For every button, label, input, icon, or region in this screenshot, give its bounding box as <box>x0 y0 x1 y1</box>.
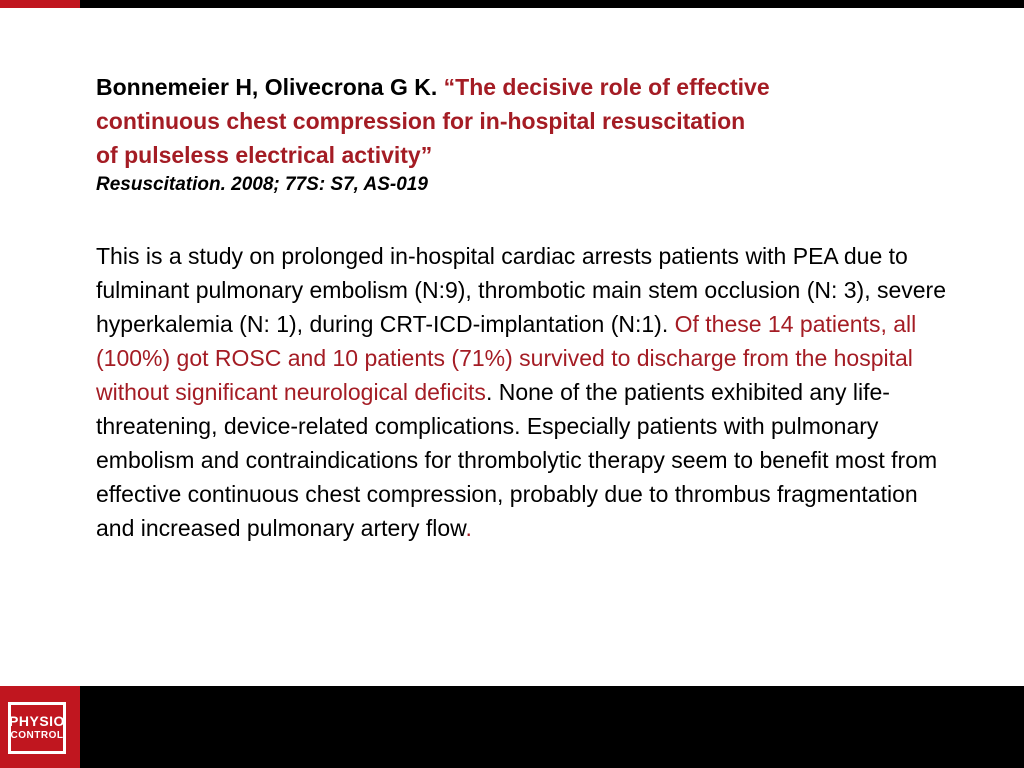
citation-title-line2: continuous chest compression for in-hospital resuscitation <box>96 108 746 134</box>
summary-rest: . None of the patients exhibited any life-threatening, device-related complications. Especially patients with pulmonary embolism and contraindications for thrombolytic therapy seem to benefit most from effective continuous chest compression, probably due to thrombus fragmentation and increased pulmonary artery flow <box>96 379 938 541</box>
logo-mark <box>8 702 66 754</box>
study-summary <box>96 239 946 545</box>
logo-text-line2: CONTROL <box>10 730 64 741</box>
citation-heading <box>96 70 946 172</box>
bottom-bar <box>0 686 1024 768</box>
summary-highlight: Of these 14 patients, all (100%) got ROSC and 10 patients (71%) survived to discharge from the hospital without significant neurological deficits <box>96 311 917 405</box>
logo-text-line1: PHYSIO <box>9 713 65 729</box>
citation-journal: Resuscitation. 2008; 77S: S7, AS-019 <box>96 174 428 195</box>
citation-title-line1: “The decisive role of effective <box>443 74 770 100</box>
top-accent-bar <box>0 0 80 8</box>
summary-intro: This is a study on prolonged in-hospital cardiac arrests patients with PEA due to fulminant pulmonary embolism (N:9), thrombotic main stem occlusion (N: 3), severe hyperkalemia (N: 1), during CRT-ICD-implantation (N:1). <box>96 243 947 337</box>
citation-authors: Bonnemeier H, Olivecrona G K. <box>96 74 438 100</box>
physio-control-logo <box>0 686 80 768</box>
slide-content <box>96 70 946 545</box>
top-bar <box>0 0 1024 8</box>
citation-title-line3: of pulseless electrical activity” <box>96 142 433 168</box>
summary-final-mark: . <box>465 515 472 541</box>
